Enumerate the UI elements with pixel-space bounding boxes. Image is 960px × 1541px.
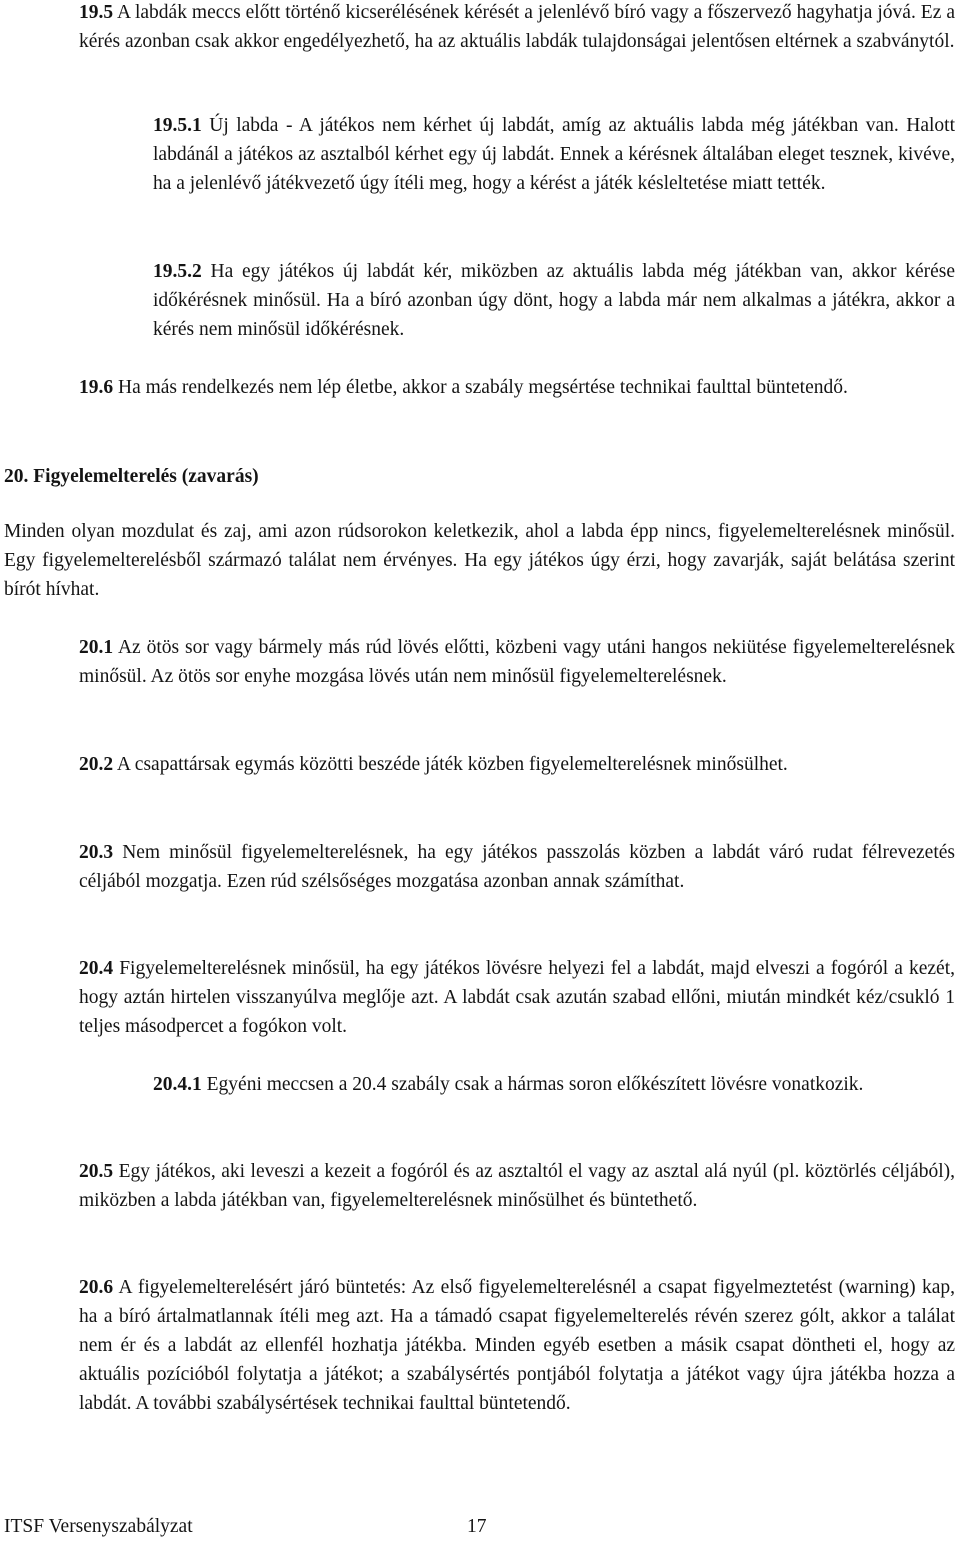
rule-text: Új labda - A játékos nem kérhet új labdát, amíg az aktuális labda még játékban van. Halott labdánál a játékos az asztalból kérhet egy új labdát. Ennek a kérésnek általában eleget tesznek, kivéve, ha a jelenlévő játékvezető úgy ítéli meg, hogy a kérést a játék késleltetése miatt tették. [153, 115, 955, 194]
rule-19-6 [79, 373, 955, 402]
rule-20-5 [79, 1157, 955, 1215]
rule-text: Egyéni meccsen a 20.4 szabály csak a hármas soron előkészített lövésre vonatkozik. [201, 1074, 864, 1095]
rule-number: 19.5.1 [153, 115, 202, 136]
rule-text: A labdák meccs előtt történő kicserélésének kérését a jelenlévő bíró vagy a főszervező hagyhatja jóvá. Ez a kérés azonban csak akkor engedélyezhető, ha az aktuális labdák tulajdonságai jelentősen eltérnek a szabványtól. [79, 2, 955, 52]
footer-document-title: ITSF Versenyszabályzat [4, 1516, 193, 1537]
rule-number: 20.2 [79, 754, 114, 775]
rule-20-6 [79, 1273, 955, 1418]
rule-20-1 [79, 633, 955, 691]
rule-text: A figyelemelterelésért járó büntetés: Az első figyelemelterelésnél a csapat figyelmeztetést (warning) kap, ha a bíró ártalmatlannak ítéli meg azt. Ha a támadó csapat figyelemelterelés révén szerez gólt, akkor a találat nem ér és a labdát az ellenfél hozhatja játékba. Minden egyéb esetben a másik csapat döntheti el, hogy az aktuális pozícióból folytatja a játékot; a szabálysértés pontjából folytatja a játékot vagy újra játékba hozza a labdát. A további szabálysértések technikai faulttal büntetendő. [79, 1277, 955, 1414]
rule-number: 20.5 [79, 1161, 114, 1182]
rule-text: Az ötös sor vagy bármely más rúd lövés előtti, közbeni vagy utáni hangos nekiütése figyelemelterelésnek minősül. Az ötös sor enyhe mozgása lövés után nem minősül figyelemelterelésnek. [79, 637, 955, 687]
rule-text: Nem minősül figyelemelterelésnek, ha egy játékos passzolás közben a labdát váró rudat félrevezetés céljából mozgatja. Ezen rúd szélsőséges mozgatása azonban annak számíthat. [79, 842, 955, 892]
rule-text: Minden olyan mozdulat és zaj, ami azon rúdsorokon keletkezik, ahol a labda épp nincs, figyelemelterelésnek minősül. Egy figyelemelterelésből származó találat nem érvényes. Ha egy játékos úgy érzi, hogy zavarják, saját belátása szerint bírót hívhat. [4, 521, 955, 600]
footer-page-number: 17 [467, 1516, 487, 1537]
rule-text: Ha más rendelkezés nem lép életbe, akkor a szabály megsértése technikai faulttal büntetendő. [113, 377, 848, 398]
rule-number: 20.4 [79, 958, 114, 979]
rule-number: 19.6 [79, 377, 114, 398]
rule-20-2 [79, 750, 955, 779]
rule-number: 20.6 [79, 1277, 114, 1298]
rule-20-3 [79, 838, 955, 896]
page-footer [0, 1512, 960, 1541]
section-heading-20: 20. Figyelemelterelés (zavarás) [4, 466, 259, 487]
rule-text: Ha egy játékos új labdát kér, miközben az aktuális labda még játékban van, akkor kérése időkérésnek minősül. Ha a bíró azonban úgy dönt, hogy a labda már nem alkalmas a játékra, akkor a kérés nem minősül időkérésnek. [153, 261, 955, 340]
rule-text: Figyelemelterelésnek minősül, ha egy játékos lövésre helyezi fel a labdát, majd elveszi a fogóról a kezét, hogy aztán hirtelen visszanyúlva meglője azt. A labdát csak azután szabad ellőni, miután mindkét kéz/csukló 1 teljes másodpercet a fogókon volt. [79, 958, 955, 1037]
rule-number: 20.4.1 [153, 1074, 202, 1095]
rule-19-5 [79, 0, 955, 56]
rule-20-intro [4, 517, 955, 604]
rule-number: 20.3 [79, 842, 114, 863]
rule-20-4-1 [153, 1070, 955, 1099]
rule-text: A csapattársak egymás közötti beszéde játék közben figyelemelterelésnek minősülhet. [113, 754, 788, 775]
rule-number: 19.5.2 [153, 261, 202, 282]
rule-number: 20.1 [79, 637, 114, 658]
rule-19-5-2 [153, 257, 955, 344]
rule-number: 19.5 [79, 2, 114, 23]
rule-20-4 [79, 954, 955, 1041]
rule-19-5-1 [153, 111, 955, 198]
rule-text: Egy játékos, aki leveszi a kezeit a fogóról és az asztaltól el vagy az asztal alá nyúl (pl. köztörlés céljából), miközben a labda játékban van, figyelemelterelésnek minősülhet és büntethető. [79, 1161, 955, 1211]
